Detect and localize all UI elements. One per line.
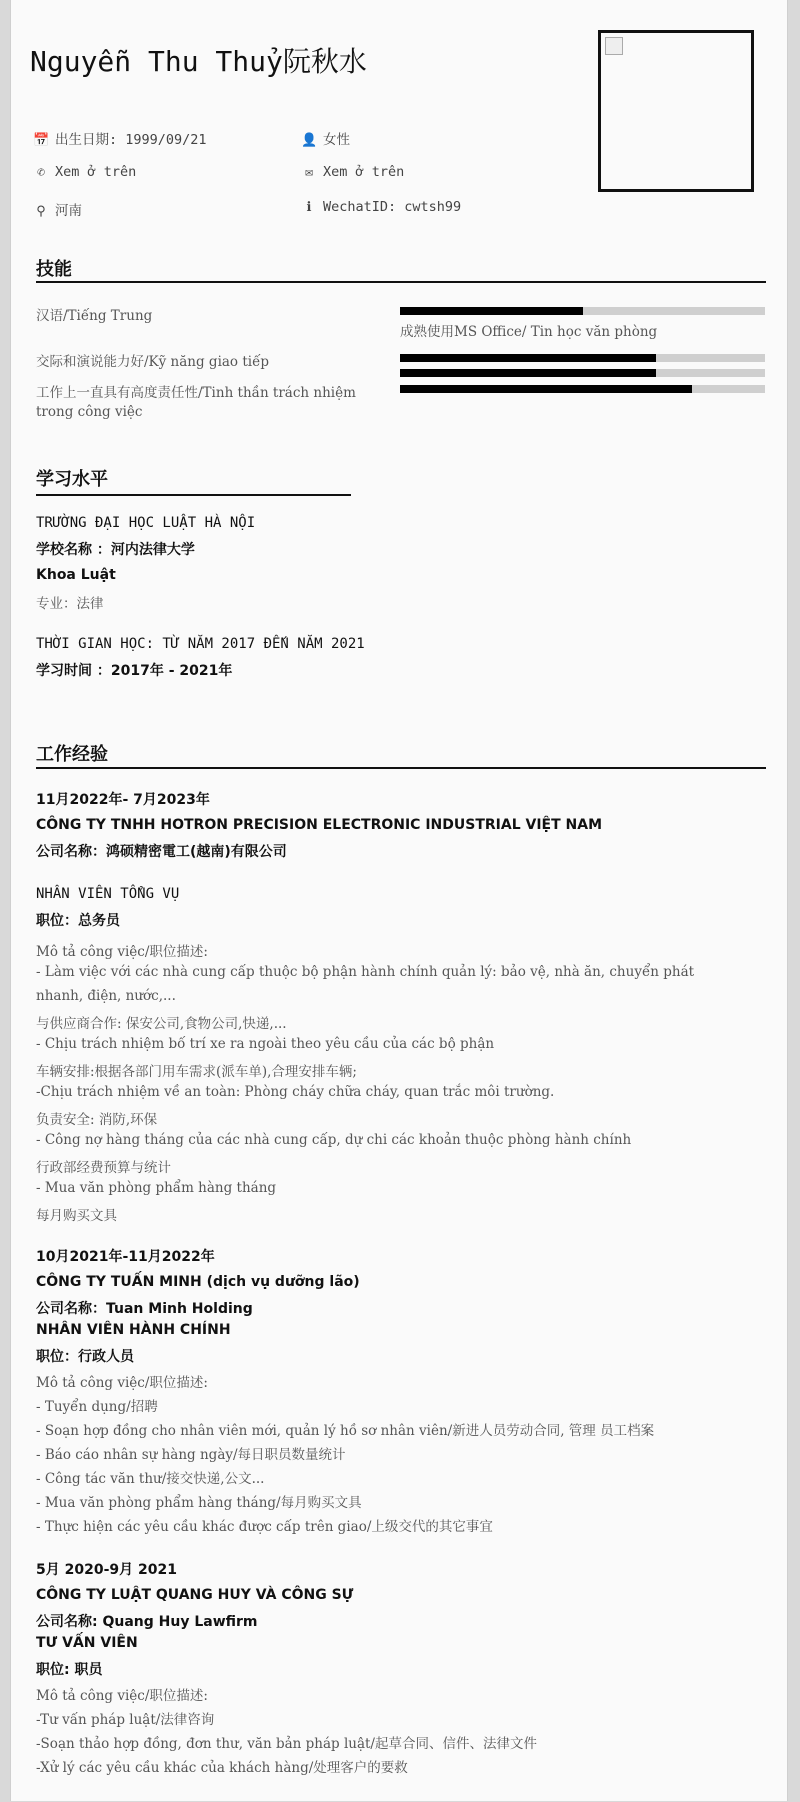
location-info [33, 199, 82, 219]
wechat-text: WechatID: cwtsh99 [323, 199, 462, 215]
job-description-line: -Soạn thảo hợp đồng, đơn thư, văn bản pháp luật/起草合同、信件、法律文件 [36, 1736, 537, 1752]
work-title: 工作经验 [36, 744, 108, 765]
skill-bar-fill [400, 307, 583, 315]
job-date: 5月 2020-9月 2021 [36, 1562, 177, 1578]
wechat-info [301, 199, 461, 215]
job-description-line: 负责安全: 消防,环保 [36, 1112, 158, 1128]
job-company-vn: CÔNG TY LUẬT QUANG HUY VÀ CÔNG SỰ [36, 1587, 354, 1603]
skill-bar [400, 385, 765, 393]
major: 专业：法律 [36, 596, 104, 612]
skill-bar-fill [400, 369, 656, 377]
location-icon: ⚲ [36, 204, 46, 219]
user-icon: 👤 [301, 133, 318, 148]
gender-text: 女性 [323, 132, 350, 148]
phone-text: Xem ở trên [55, 164, 137, 180]
job-description-line: - Công nợ hàng tháng của các nhà cung cấp, dự chi các khoản thuộc phòng hành chính [36, 1132, 632, 1148]
job-description-line: - Báo cáo nhân sự hàng ngày/每日职员数量统计 [36, 1447, 346, 1463]
job-description-line: nhanh, điện, nước,... [36, 988, 176, 1004]
job-position-cn: 职位：总务员 [36, 913, 120, 929]
job-description-line: Mô tả công việc/职位描述: [36, 1688, 208, 1704]
job-position-cn: 职位: 职员 [36, 1662, 103, 1678]
job-company-cn: 公司名称: Quang Huy Lawfirm [36, 1614, 258, 1630]
email-icon: ✉ [305, 165, 313, 180]
job-description-line: 与供应商合作: 保安公司,食物公司,快递,... [36, 1016, 287, 1032]
job-position-vn: TƯ VẤN VIÊN [36, 1635, 138, 1651]
skill-label: trong công việc [36, 404, 143, 420]
calendar-icon: 📅 [33, 133, 50, 148]
phone-info [33, 164, 136, 180]
job-description-line: -Xử lý các yêu cầu khác của khách hàng/处理客户的要救 [36, 1760, 408, 1776]
job-description-line: - Tuyển dụng/招聘 [36, 1399, 158, 1415]
profile-photo [598, 30, 754, 192]
job-position-cn: 职位：行政人员 [36, 1349, 134, 1365]
job-description-line: - Làm việc với các nhà cung cấp thuộc bộ phận hành chính quản lý: bảo vệ, nhà ăn, chuyển phát [36, 964, 695, 980]
skill-label: 工作上一直具有高度责任性/Tinh thần trách nhiệm [36, 385, 356, 401]
office-skill-label: 成熟使用MS Office/ Tin học văn phòng [400, 324, 658, 340]
skill-label: 汉语/Tiếng Trung [36, 308, 153, 324]
candidate-name: Nguyễn Thu Thuỷ阮秋水 [30, 45, 367, 78]
job-company-vn: CÔNG TY TNHH HOTRON PRECISION ELECTRONIC INDUSTRIAL VIỆT NAM [36, 817, 603, 833]
job-description-line: Mô tả công việc/职位描述: [36, 944, 208, 960]
job-description-line: -Tư vấn pháp luật/法律咨询 [36, 1712, 215, 1728]
birth-info [33, 128, 207, 148]
study-time-vn: THỜI GIAN HỌC: TỪ NĂM 2017 ĐẾN NĂM 2021 [36, 636, 365, 652]
job-description-line: - Thực hiện các yêu cầu khác được cấp trên giao/上级交代的其它事宜 [36, 1519, 493, 1535]
job-description-line: - Soạn hợp đồng cho nhân viên mới, quản lý hồ sơ nhân viên/新进人员劳动合同, 管理 员工档案 [36, 1423, 655, 1439]
job-date: 10月2021年-11月2022年 [36, 1249, 215, 1265]
work-divider [36, 767, 766, 769]
phone-icon: ✆ [37, 165, 45, 180]
job-position-vn: NHÂN VIÊN HÀNH CHÍNH [36, 1322, 231, 1338]
job-company-vn: CÔNG TY TUẤN MINH (dịch vụ dưỡng lão) [36, 1274, 360, 1290]
job-company-cn: 公司名称：Tuan Minh Holding [36, 1301, 253, 1317]
faculty: Khoa Luật [36, 567, 116, 583]
skill-bar-fill [400, 385, 692, 393]
resume-page [10, 0, 788, 1801]
skill-label: 交际和演说能力好/Kỹ năng giao tiếp [36, 354, 270, 370]
skills-divider [36, 281, 766, 283]
gender-info [301, 128, 350, 148]
job-description-line: -Chịu trách nhiệm về an toàn: Phòng cháy chữa cháy, quan trắc môi trường. [36, 1084, 555, 1100]
skill-bar [400, 354, 765, 362]
education-title: 学习水平 [36, 469, 108, 490]
skills-title: 技能 [36, 259, 72, 280]
study-time-cn: 学习时间 ：2017年 - 2021年 [36, 663, 233, 679]
job-company-cn: 公司名称：鸿硕精密電工(越南)有限公司 [36, 844, 287, 860]
job-description-line: - Công tác văn thư/接交快递,公文... [36, 1471, 265, 1487]
location-text: 河南 [55, 203, 82, 219]
job-date: 11月2022年- 7月2023年 [36, 792, 210, 808]
birth-text: 出生日期: 1999/09/21 [55, 132, 207, 148]
skill-bar [400, 307, 765, 315]
skill-bar [400, 369, 765, 377]
education-divider [36, 494, 351, 496]
email-info [301, 164, 404, 180]
broken-image-icon [605, 37, 623, 55]
email-text: Xem ở trên [323, 164, 405, 180]
school-name-cn: 学校名称 ：河内法律大学 [36, 542, 195, 558]
info-icon: ℹ [306, 200, 312, 215]
job-description-line: 车辆安排:根据各部门用车需求(派车单),合理安排车辆; [36, 1064, 357, 1080]
job-description-line: - Mua văn phòng phẩm hàng tháng/每月购买文具 [36, 1495, 362, 1511]
job-description-line: - Chịu trách nhiệm bố trí xe ra ngoài theo yêu cầu của các bộ phận [36, 1036, 495, 1052]
job-description-line: Mô tả công việc/职位描述: [36, 1375, 208, 1391]
job-description-line: 行政部经费预算与统计 [36, 1160, 171, 1176]
job-position-vn: NHÂN VIÊN TỔNG VỤ [36, 886, 180, 902]
skill-bar-fill [400, 354, 656, 362]
job-description-line: 每月购买文具 [36, 1208, 117, 1224]
job-description-line: - Mua văn phòng phẩm hàng tháng [36, 1180, 277, 1196]
school-name-vn: TRƯỜNG ĐẠI HỌC LUẬT HÀ NỘI [36, 515, 256, 531]
